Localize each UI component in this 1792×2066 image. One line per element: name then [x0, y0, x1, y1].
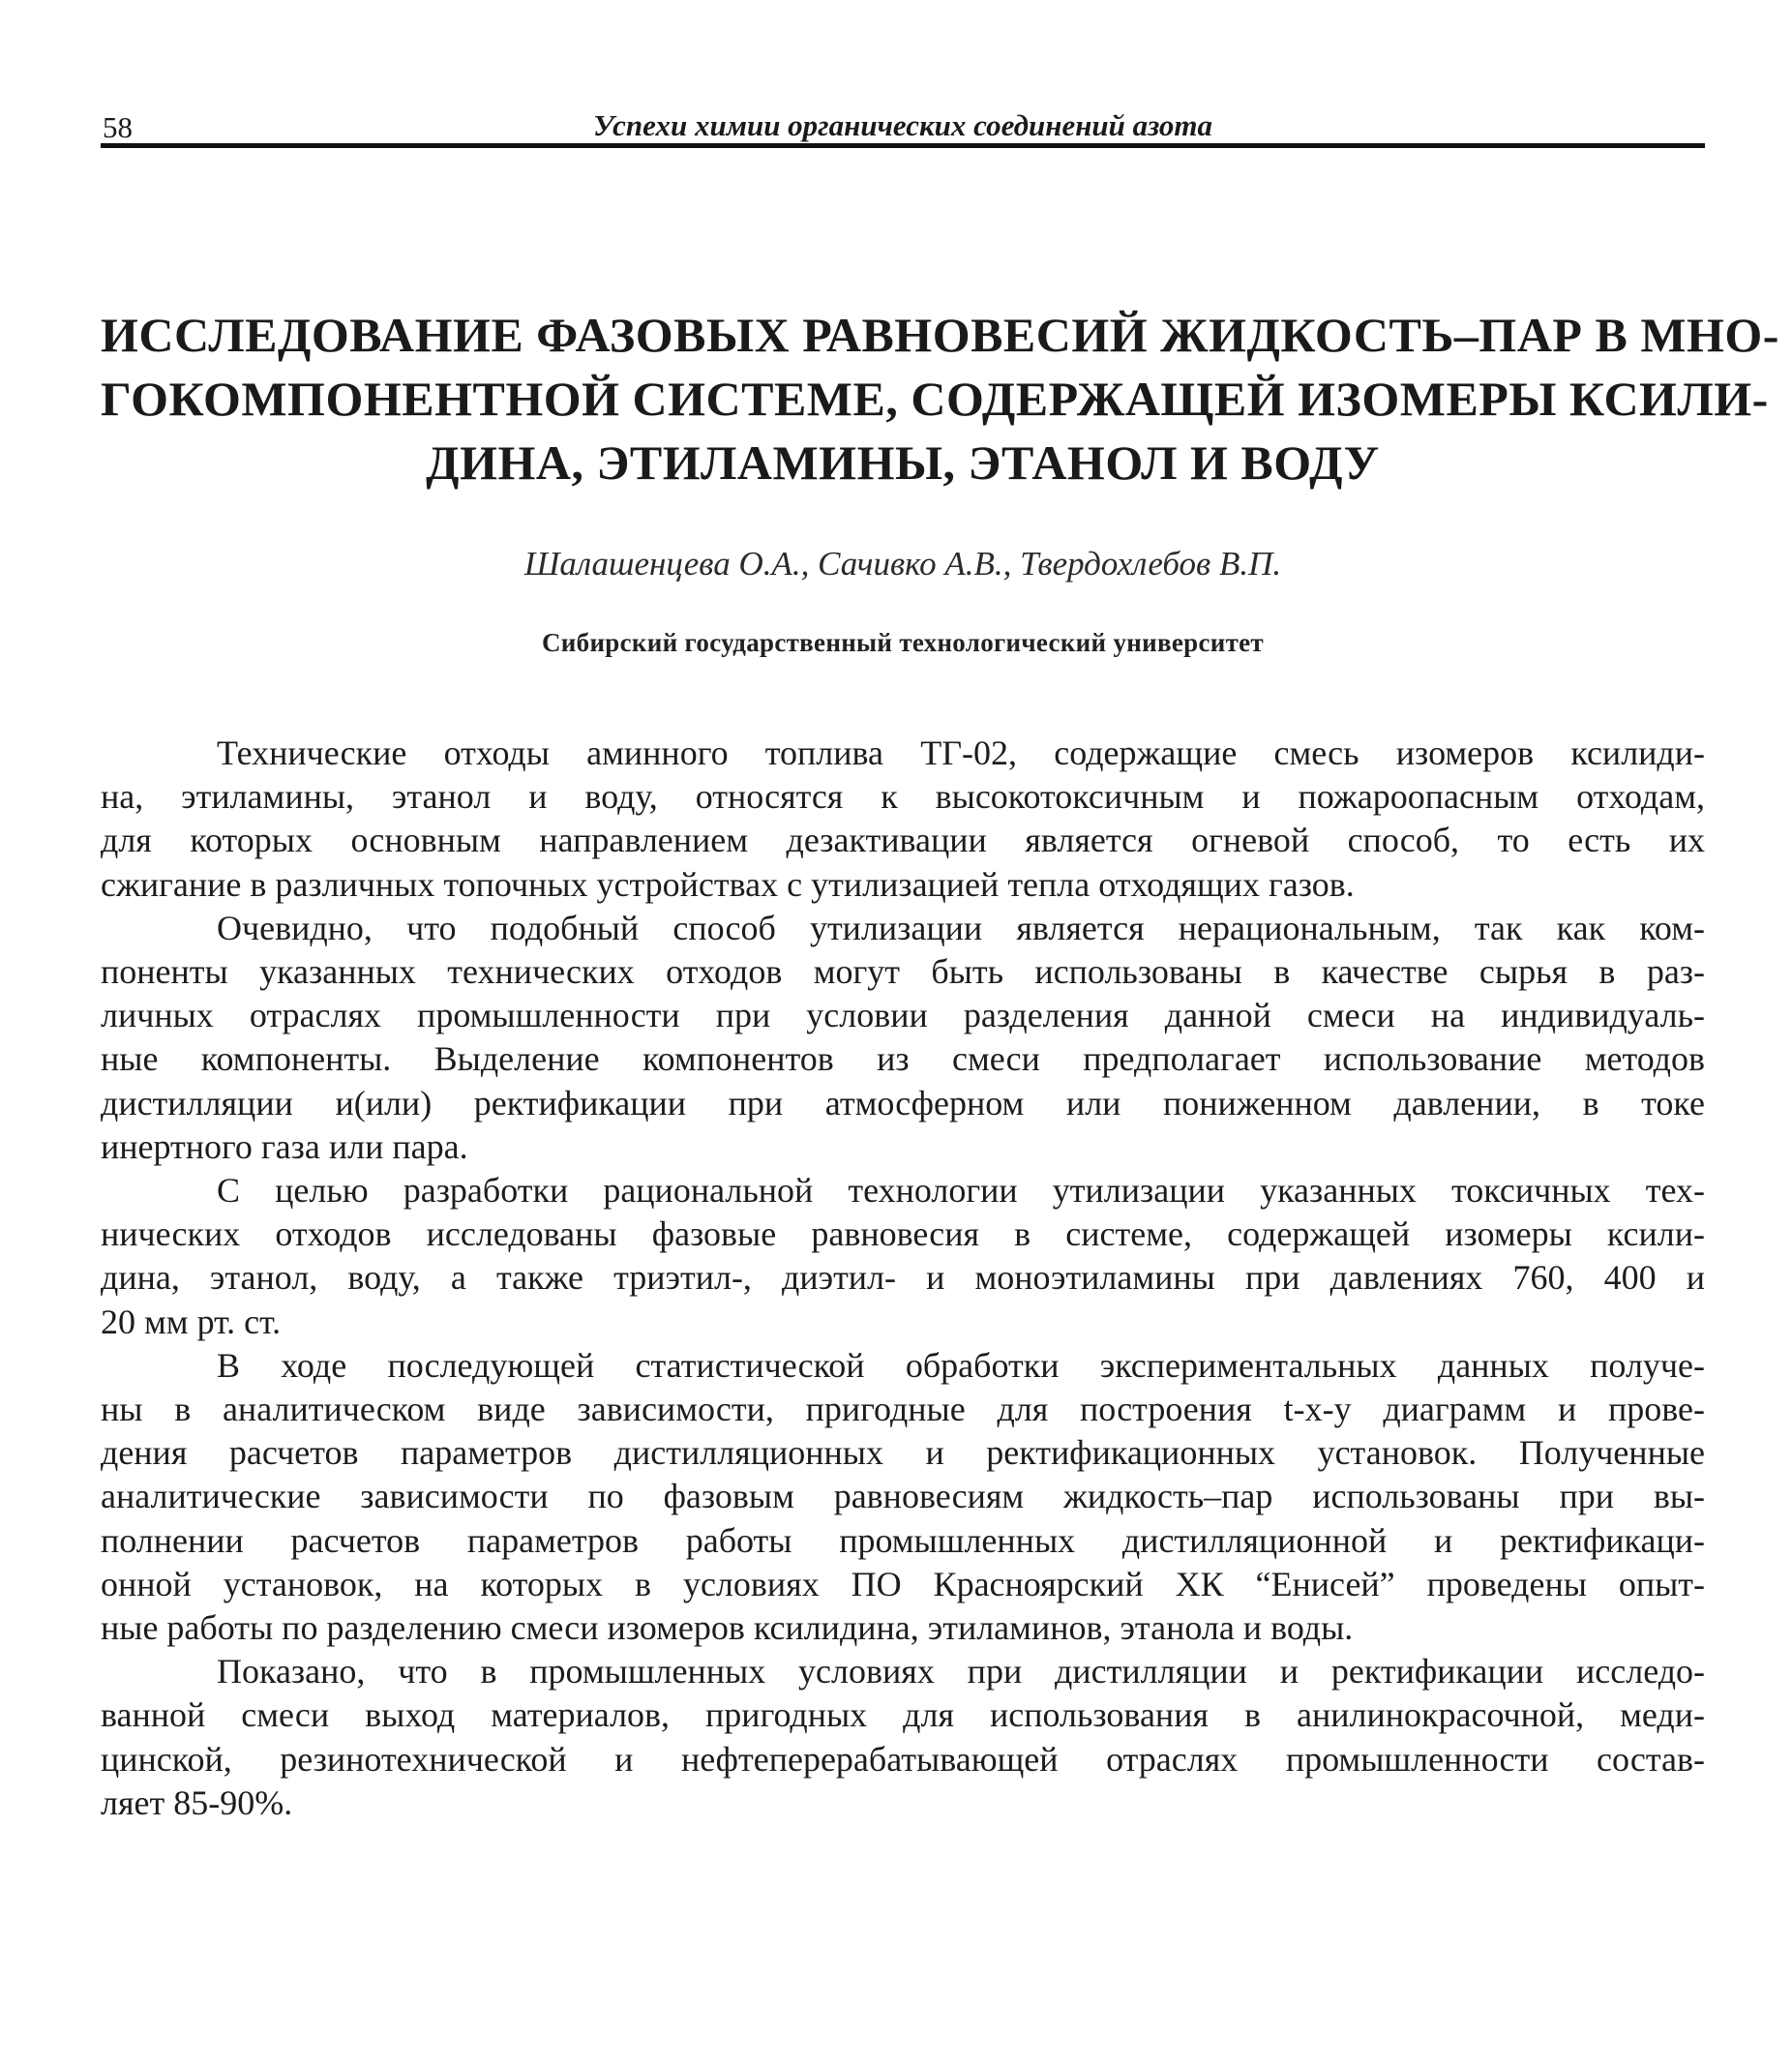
affiliation: Сибирский государственный технологический университет: [542, 628, 1264, 657]
text-line: 20 мм рт. ст.: [101, 1302, 282, 1341]
paragraph: [101, 1650, 1705, 1825]
journal-title: Успехи химии органических соединений азота: [593, 108, 1212, 142]
text-line: ные работы по разделению смеси изомеров ксилидина, этиламинов, этанола и воды.: [101, 1608, 1354, 1648]
authors: Шалашенцева О.А., Сачивко А.В., Твердохлебов В.П.: [523, 545, 1282, 583]
text-line: дистилляции и(или) ректификации при атмосферном или пониженном давлении, в токе: [101, 1083, 1705, 1123]
text-line: дения расчетов параметров дистилляционных и ректификационных установок. Полученные: [101, 1433, 1705, 1473]
text-line: нических отходов исследованы фазовые равновесия в системе, содержащей изомеры ксили-: [101, 1214, 1705, 1254]
paragraph: [101, 732, 1705, 907]
text-line: В ходе последующей статистической обработки экспериментальных данных получе-: [217, 1345, 1705, 1385]
article-title-line: ГОКОМПОНЕНТНОЙ СИСТЕМЕ, СОДЕРЖАЩЕЙ ИЗОМЕРЫ КСИЛИ-: [101, 372, 1769, 426]
page-number: 58: [103, 110, 133, 144]
article-title-line: ДИНА, ЭТИЛАМИНЫ, ЭТАНОЛ И ВОДУ: [426, 435, 1380, 490]
document-page: [101, 97, 1779, 1825]
text-line: инертного газа или пара.: [101, 1126, 468, 1166]
text-line: ны в аналитическом виде зависимости, пригодные для построения t-x-y диаграмм и прове-: [101, 1390, 1705, 1429]
paragraph: [101, 907, 1705, 1169]
text-line: ные компоненты. Выделение компонентов из смеси предполагает использование методов: [101, 1039, 1705, 1079]
paragraph: [101, 1344, 1705, 1650]
text-line: сжигание в различных топочных устройствах с утилизацией тепла отходящих газов.: [101, 864, 1355, 904]
text-line: на, этиламины, этанол и воду, относятся к высокотоксичным и пожароопасным отходам,: [101, 777, 1705, 817]
text-line: Очевидно, что подобный способ утилизации является нерациональным, так как ком-: [217, 908, 1705, 947]
text-line: полнении расчетов параметров работы промышленных дистилляционной и ректификаци-: [101, 1520, 1705, 1560]
text-line: цинской, резинотехнической и нефтеперерабатывающей отраслях промышленности состав-: [101, 1739, 1705, 1779]
text-line: Технические отходы аминного топлива ТГ-02, содержащие смесь изомеров ксилиди-: [217, 734, 1705, 772]
text-line: С целью разработки рациональной технологии утилизации указанных токсичных тех-: [217, 1171, 1705, 1211]
text-line: ляет 85-90%.: [101, 1782, 293, 1822]
article-title: [101, 303, 1779, 494]
paragraph: [101, 1169, 1705, 1344]
text-line: поненты указанных технических отходов могут быть использованы в качестве сырья в раз-: [101, 952, 1705, 992]
text-line: личных отраслях промышленности при условии разделения данной смеси на индивидуаль-: [101, 996, 1705, 1035]
article-title-line: ИССЛЕДОВАНИЕ ФАЗОВЫХ РАВНОВЕСИЙ ЖИДКОСТЬ–ПАР В МНО-: [101, 308, 1779, 362]
article-body: [101, 732, 1705, 1825]
text-line: аналитические зависимости по фазовым равновесиям жидкость–пар использованы при вы-: [101, 1477, 1705, 1516]
text-line: онной установок, на которых в условиях ПО Красноярский ХК “Енисей” проведены опыт-: [101, 1564, 1705, 1603]
text-line: Показано, что в промышленных условиях при дистилляции и ректификации исследо-: [217, 1652, 1705, 1692]
text-line: ванной смеси выход материалов, пригодных для использования в анилинокрасочной, меди-: [101, 1695, 1705, 1735]
running-header: [101, 97, 1705, 148]
text-line: дина, этанол, воду, а также триэтил-, диэтил- и моноэтиламины при давлениях 760, 400 и: [101, 1258, 1705, 1298]
text-line: для которых основным направлением дезактивации является огневой способ, то есть их: [101, 821, 1705, 860]
